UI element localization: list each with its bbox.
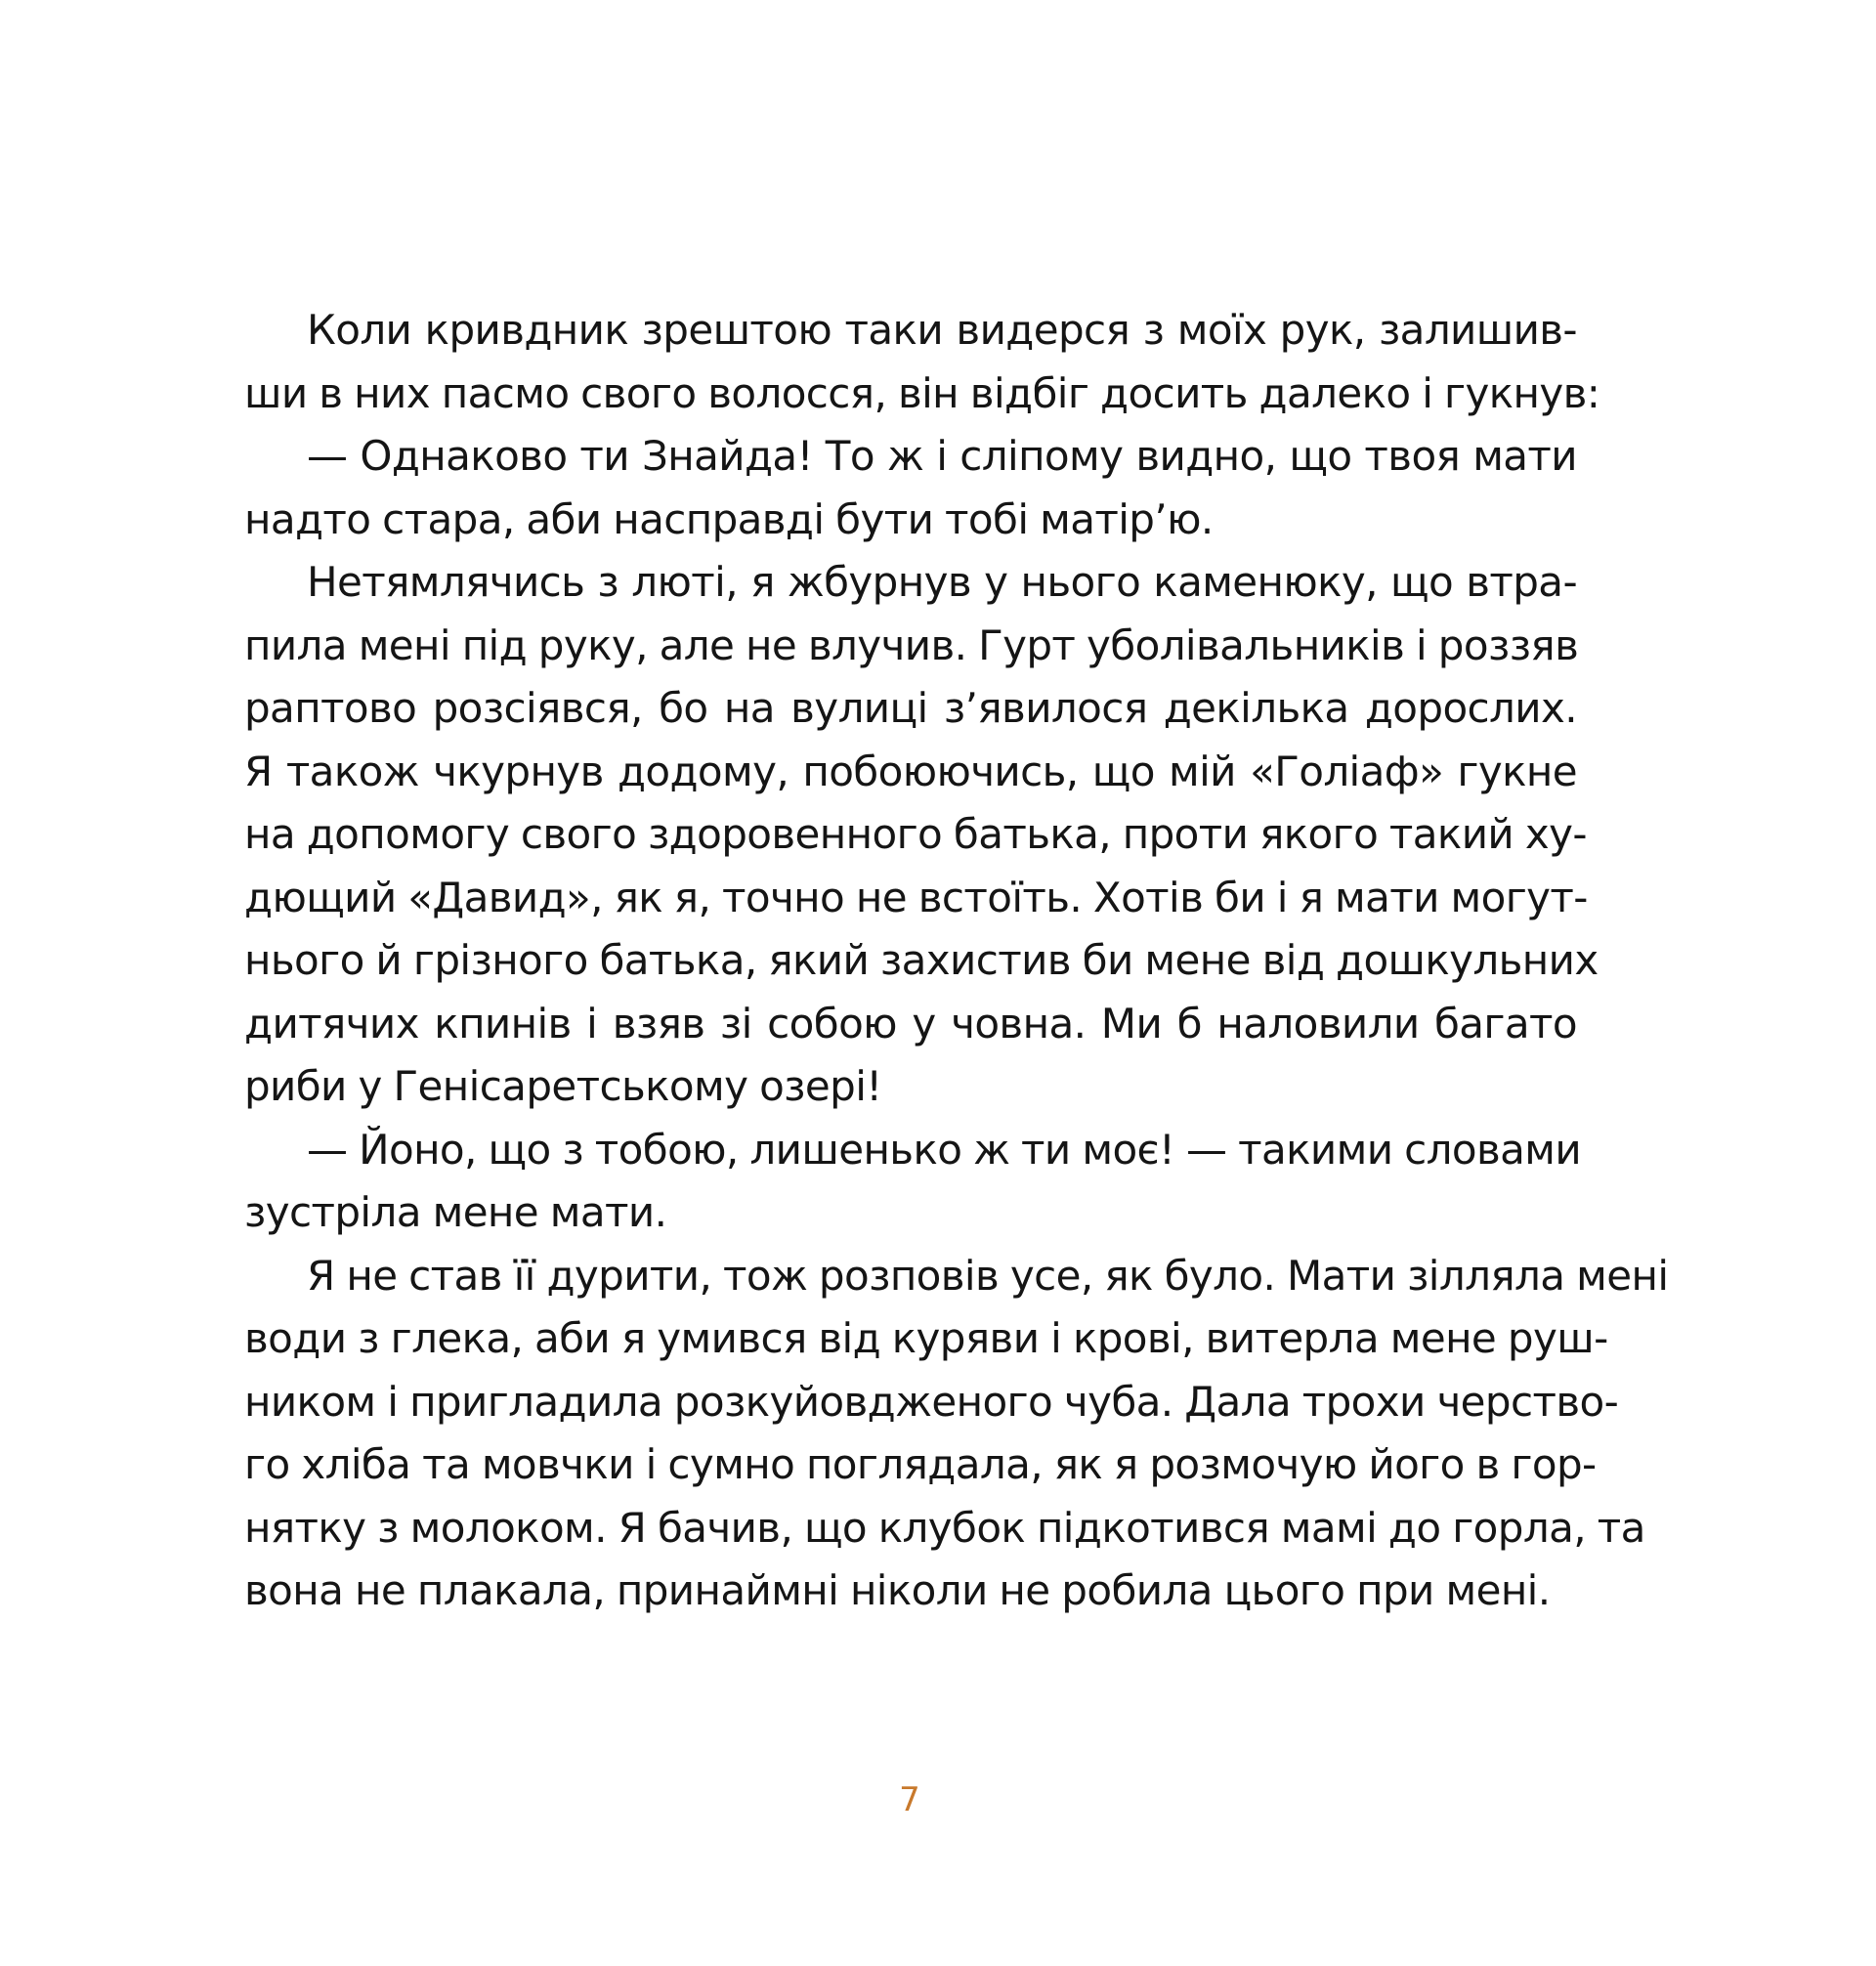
text-line: Я не став її дурити, тож розповів усе, як було. Мати зілляла мені bbox=[307, 1251, 1669, 1300]
text-line: води з глека, аби я умився від куряви і крові, витерла мене руш- bbox=[244, 1314, 1608, 1362]
text-line: пила мені під руку, але не влучив. Гурт уболівальників і роззяв bbox=[244, 620, 1579, 669]
text-line: Я також чкурнув додому, побоюючись, що мій «Голіаф» гукне bbox=[244, 747, 1577, 795]
text-line: надто стара, аби насправді бути тобі матір’ю. bbox=[244, 494, 1214, 543]
text-line: нятку з молоком. Я бачив, що клубок підкотився мамі до горла, та bbox=[244, 1503, 1645, 1552]
text-line: Коли кривдник зрештою таки видерся з моїх рук, залишив- bbox=[307, 306, 1577, 354]
body-text bbox=[244, 299, 1669, 1623]
text-line: дющий «Давид», як я, точно не встоїть. Хотів би і я мати могут- bbox=[244, 873, 1588, 921]
text-line: вона не плакала, принаймні ніколи не робила цього при мені. bbox=[244, 1566, 1551, 1614]
text-line: — Однаково ти Знайда! То ж і сліпому видно, що твоя мати bbox=[307, 432, 1577, 480]
text-line: ши в них пасмо свого волосся, він відбіг досить далеко і гукнув: bbox=[244, 368, 1600, 417]
page-number: 7 bbox=[899, 1780, 920, 1819]
text-line: го хліба та мовчки і сумно поглядала, як я розмочую його в гор- bbox=[244, 1440, 1597, 1488]
text-line: Нетямлячись з люті, я жбурнув у нього каменюку, що втра- bbox=[307, 558, 1577, 606]
text-line: дитячих кпинів і взяв зі собою у човна. Ми б наловили багато bbox=[244, 999, 1577, 1047]
text-line: на допомогу свого здоровенного батька, проти якого такий ху- bbox=[244, 810, 1587, 858]
text-line: раптово розсіявся, бо на вулиці з’явилося декілька дорослих. bbox=[244, 684, 1577, 732]
text-line: зустріла мене мати. bbox=[244, 1188, 667, 1236]
text-line: нього й грізного батька, який захистив би мене від дошкульних bbox=[244, 936, 1599, 984]
text-line: риби у Генісаретському озері! bbox=[244, 1062, 882, 1110]
text-line: ником і пригладила розкуйовдженого чуба. Дала трохи черство- bbox=[244, 1377, 1619, 1426]
text-line: — Йоно, що з тобою, лишенько ж ти моє! — такими словами bbox=[307, 1125, 1582, 1174]
